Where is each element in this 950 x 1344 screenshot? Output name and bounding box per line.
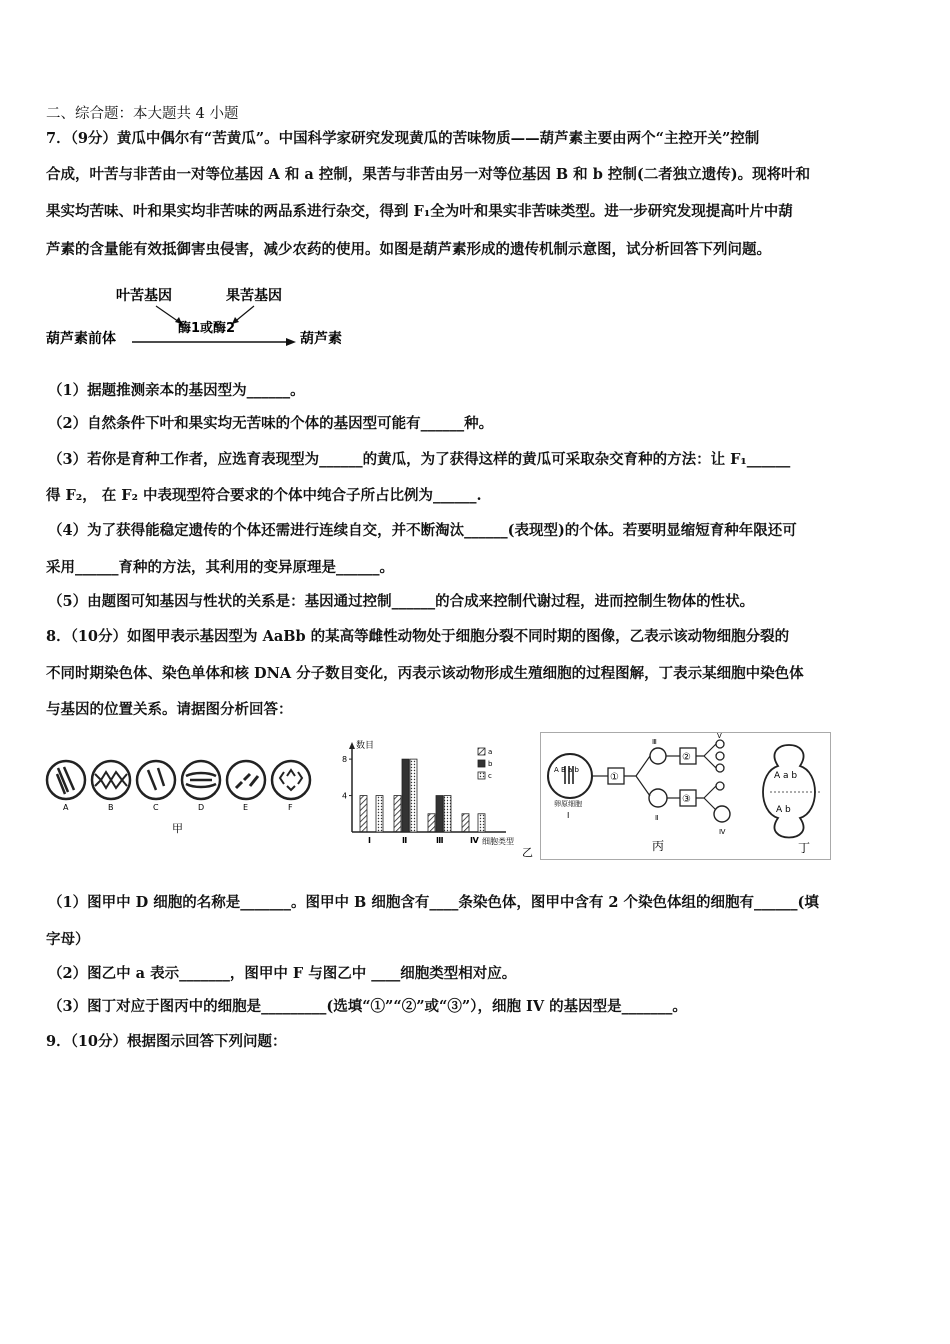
bar-a-2 bbox=[428, 814, 435, 832]
oogonium-genes: A B a b bbox=[554, 766, 579, 774]
x-tick-label: Ⅰ bbox=[368, 836, 371, 845]
q7-line-1: 7．（9分）黄瓜中偶尔有“苦黄瓜”。中国科学家研究发现黄瓜的苦味物质——葫芦素主要由两个“主控开关”控制 bbox=[46, 130, 760, 147]
cell-III bbox=[650, 748, 666, 764]
q8-sub-1a: （1）图甲中 D 细胞的名称是_______。图甲中 B 细胞含有____条染色体，图甲中含有 2 个染色体组的细胞有______(填 bbox=[48, 894, 819, 911]
precursor-label: 葫芦素前体 bbox=[46, 331, 116, 347]
figure-yi-chart bbox=[338, 736, 538, 860]
q7-sub-4a: （4）为了获得能稳定遗传的个体还需进行连续自交，并不断淘汰______(表现型)的个体。若要明显缩短育种年限还可 bbox=[48, 522, 797, 539]
oogonium-cell bbox=[548, 754, 592, 798]
step-3-label: ③ bbox=[682, 794, 691, 805]
bar-a-3 bbox=[462, 814, 469, 832]
cell-label-b: B bbox=[108, 803, 114, 812]
legend-swatch-b bbox=[478, 760, 485, 767]
q9-line: 9．（10分）根据图示回答下列问题： bbox=[46, 1033, 287, 1050]
figure-bing-ding bbox=[540, 732, 832, 860]
product-label: 葫芦素 bbox=[300, 331, 342, 347]
step-2-label: ② bbox=[682, 752, 691, 763]
q7-sub-1: （1）据题推测亲本的基因型为______。 bbox=[48, 382, 305, 399]
cell-IV bbox=[714, 806, 730, 822]
legend-label-a: a bbox=[488, 748, 493, 756]
cell-c bbox=[137, 761, 175, 799]
legend-swatch-c bbox=[478, 772, 485, 779]
cell-d bbox=[182, 761, 220, 799]
q7-line-4: 芦素的含量能有效抵御害虫侵害，减少农药的使用。如图是葫芦素形成的遗传机制示意图，试分析回答下列问题。 bbox=[46, 241, 771, 258]
cell-e bbox=[227, 761, 265, 799]
cell-II bbox=[649, 789, 667, 807]
cell-label-a: A bbox=[63, 803, 69, 812]
legend-swatch-a bbox=[478, 748, 485, 755]
label-II: Ⅱ bbox=[655, 814, 659, 822]
label-I: Ⅰ bbox=[567, 811, 570, 820]
chart-xlabel: 细胞类型 bbox=[482, 837, 514, 846]
bar-c-3 bbox=[478, 814, 485, 832]
x-tick-label: Ⅱ bbox=[402, 836, 408, 845]
x-tick-label: Ⅲ bbox=[436, 836, 444, 845]
bar-c-0 bbox=[376, 796, 383, 832]
step-1-label: ① bbox=[610, 772, 619, 783]
figure-jia-caption: 甲 bbox=[172, 822, 183, 835]
cell-label-d: D bbox=[198, 803, 205, 812]
enzyme-label: 酶1或酶2 bbox=[178, 321, 236, 336]
q7-diagram bbox=[44, 282, 364, 350]
legend-label-c: c bbox=[488, 772, 492, 780]
bar-c-1 bbox=[410, 759, 417, 832]
cell-label-e: E bbox=[243, 803, 249, 812]
q7-sub-3b: 得 F₂， 在 F₂ 中表现型符合要求的个体中纯合子所占比例为______. bbox=[46, 487, 482, 504]
bar-b-1 bbox=[402, 759, 409, 832]
q7-sub-4b: 采用______育种的方法，其利用的变异原理是______。 bbox=[46, 559, 394, 576]
figure-bing-caption: 丙 bbox=[652, 839, 665, 853]
ding-genes-top: A a b bbox=[774, 771, 798, 781]
bar-b-2 bbox=[436, 796, 443, 832]
legend-label-b: b bbox=[488, 760, 493, 768]
q8-sub-3: （3）图丁对应于图丙中的细胞是_________(选填“①”“②”或“③”），细胞 IV 的基因型是_______。 bbox=[48, 998, 687, 1015]
label-IV: Ⅳ bbox=[719, 828, 726, 836]
cell-a bbox=[47, 761, 85, 799]
chart-ylabel: 数目 bbox=[356, 741, 375, 751]
q7-line-3: 果实均苦味、叶和果实均非苦味的两品系进行杂交，得到 F₁全为叶和果实非苦味类型。进一步研究发现提高叶片中葫 bbox=[46, 203, 793, 220]
q8-sub-2: （2）图乙中 a 表示_______，图甲中 F 与图乙中 ____细胞类型相对应。 bbox=[48, 965, 517, 982]
cell-label-f: F bbox=[288, 803, 293, 812]
chart-caption: 乙 bbox=[522, 846, 533, 859]
q8-sub-1b: 字母） bbox=[46, 931, 90, 948]
label-V: Ⅴ bbox=[717, 732, 722, 740]
q7-sub-5: （5）由题图可知基因与性状的关系是：基因通过控制______的合成来控制代谢过程，进而控制生物体的性状。 bbox=[48, 593, 755, 610]
q7-line-2: 合成，叶苦与非苦由一对等位基因 A 和 a 控制，果苦与非苦由另一对等位基因 B 和 b 控制(二者独立遗传)。现将叶和 bbox=[46, 166, 811, 183]
y-tick-label: 4 bbox=[342, 791, 348, 801]
q8-line-2: 不同时期染色体、染色单体和核 DNA 分子数目变化，丙表示该动物形成生殖细胞的过程图解，丁表示某细胞中染色体 bbox=[46, 665, 804, 682]
bar-a-0 bbox=[360, 796, 367, 832]
y-tick-label: 8 bbox=[342, 755, 348, 765]
bar-a-1 bbox=[394, 796, 401, 832]
x-tick-label: Ⅳ bbox=[470, 836, 479, 845]
q7-sub-2: （2）自然条件下叶和果实均无苦味的个体的基因型可能有______种。 bbox=[48, 415, 494, 432]
cell-label-c: C bbox=[153, 803, 159, 812]
cell-f bbox=[272, 761, 310, 799]
figure-jia bbox=[44, 750, 314, 840]
oogonium-caption: 卵原细胞 bbox=[554, 800, 582, 808]
q8-line-1: 8．（10分）如图甲表示基因型为 AaBb 的某高等雌性动物处于细胞分裂不同时期的图像，乙表示该动物细胞分裂的 bbox=[46, 628, 790, 645]
cell-b bbox=[92, 761, 130, 799]
leaf-gene-label: 叶苦基因 bbox=[116, 288, 172, 304]
q7-sub-3a: （3）若你是育种工作者，应选育表现型为______的黄瓜，为了获得这样的黄瓜可采取杂交育种的方法：让 F₁______ bbox=[48, 451, 791, 468]
q8-line-3: 与基因的位置关系。请据图分析回答： bbox=[46, 701, 293, 718]
fruit-gene-label: 果苦基因 bbox=[226, 288, 282, 304]
bar-c-2 bbox=[444, 796, 451, 832]
figure-ding-cell bbox=[763, 745, 820, 838]
reaction-arrow-head bbox=[286, 338, 296, 346]
section-header: 二、综合题：本大题共 4 小题 bbox=[46, 106, 239, 122]
label-III: Ⅲ bbox=[652, 738, 657, 746]
ding-genes-bottom: A b bbox=[776, 805, 791, 815]
figure-ding-caption: 丁 bbox=[798, 841, 811, 855]
